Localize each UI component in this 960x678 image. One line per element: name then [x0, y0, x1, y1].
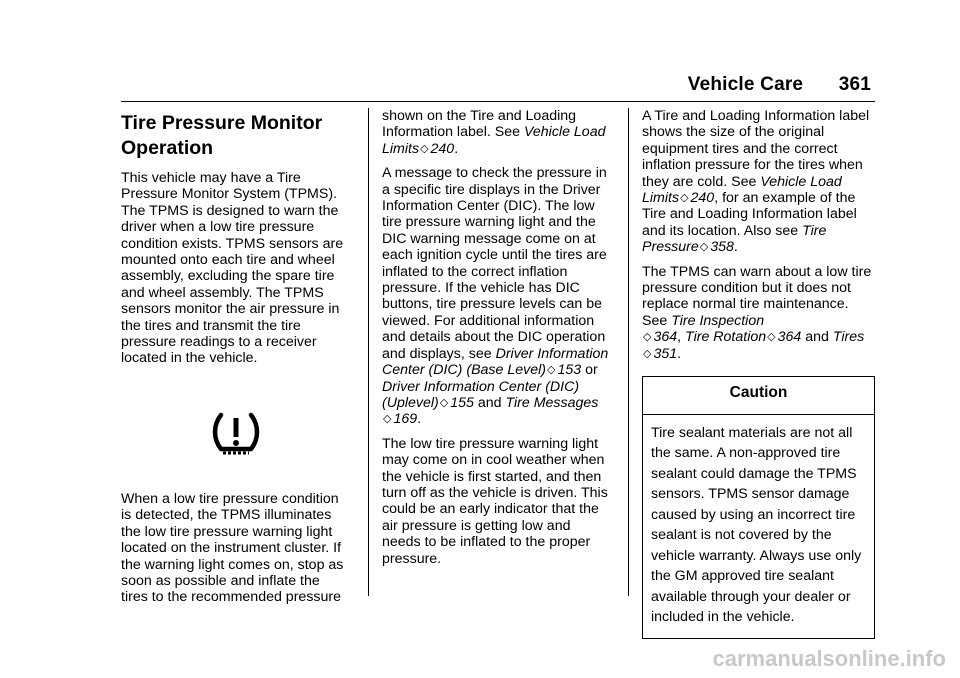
cross-ref-icon: ◇ — [420, 142, 429, 155]
cross-reference-link[interactable]: Vehicle Load Limits — [642, 173, 842, 207]
text-run: shown on the Tire and Loading Information label. See — [382, 108, 577, 141]
caution-title: Caution — [729, 384, 788, 402]
page-reference[interactable]: 351 — [653, 345, 678, 362]
paragraph: shown on the Tire and Loading Information label. See Vehicle Load Limits◇ 240. — [382, 108, 606, 157]
page-reference[interactable]: 240 — [690, 190, 715, 207]
text-run: and — [473, 394, 506, 411]
paragraph: The TPMS can warn about a low tire pressure condition but it does not replace normal tire maintenance. See Tire Inspection ◇ 364, Tire Rotation◇ 364 and Tires ◇ 351. — [642, 263, 872, 362]
cross-ref-icon: ◇ — [439, 396, 449, 409]
page-reference[interactable]: 240 — [430, 140, 455, 157]
paragraph: The low tire pressure warning light may come on in cool weather when the vehicle is first started, and then turn off as the vehicle is driven. This could be an early indicator that the air pressure is getting low and needs to be inflated to the proper pressure. — [382, 435, 608, 567]
caution-box — [642, 376, 875, 639]
paragraph: When a low tire pressure condition is detected, the TPMS illuminates the low tire pressure warning light located on the instrument cluster. If the warning light comes on, stop as soon as possible and inflate the tires to the recommended pressure — [121, 490, 344, 606]
text-run: or — [581, 362, 598, 379]
column-1 — [121, 108, 350, 614]
paragraph: A message to check the pressure in a specific tire displays in the Driver Information Center (DIC). The low tire pressure warning light and the DIC warning message come on at each ignition cycle until the tires are inflated to the correct inflation pressure. If the vehicle has DIC buttons, tire pressure levels can be viewed. For additional information and details about the DIC operation and displays, see Driver Information Center (DIC) (Base Level)◇ 153 or Driver Information Center (DIC) (Uplevel)◇ 155 and Tire Messages ◇ 169. — [382, 165, 609, 428]
cross-reference-link[interactable]: Tire Inspection — [671, 312, 765, 329]
cross-reference-link[interactable]: Driver Information Center (DIC) (Base Level) — [382, 345, 609, 379]
page-header — [688, 74, 871, 96]
text-run: , for an example of the Tire and Loading Information label and its location. Also see — [642, 190, 857, 239]
cross-ref-icon: ◇ — [680, 192, 689, 205]
cross-ref-icon: ◇ — [643, 331, 652, 344]
page-reference[interactable]: 155 — [450, 394, 474, 411]
cross-reference-link[interactable]: Tire Pressure — [642, 222, 827, 256]
watermark: carmanualsonline.info — [712, 646, 946, 671]
cross-ref-icon: ◇ — [383, 413, 392, 426]
text-run: A Tire and Loading Information label shows the size of the original equipment tires and the correct inflation pressure for the tires when they are cold. See — [642, 108, 870, 190]
cross-reference-link[interactable]: Tire Rotation — [685, 329, 767, 346]
paragraph: A Tire and Loading Information label shows the size of the original equipment tires and the correct inflation pressure for the tires when they are cold. See Vehicle Load Limits◇ 240, for an example of the Tire and Loading Information label and its location. Also see Tire Pressure◇ 358. — [642, 108, 870, 256]
cross-ref-icon: ◇ — [699, 241, 709, 254]
page-reference[interactable]: 169 — [393, 411, 418, 428]
cross-reference-link[interactable]: Tire Messages — [505, 394, 599, 411]
tire-pressure-warning-icon — [121, 409, 350, 461]
text-run: The TPMS can warn about a low tire pressure condition but it does not replace normal tire maintenance. See — [642, 263, 872, 329]
section-title: Vehicle Care — [687, 74, 804, 95]
cross-ref-icon: ◇ — [547, 364, 556, 377]
page-reference[interactable]: 153 — [557, 362, 582, 379]
cross-ref-icon: ◇ — [767, 331, 776, 344]
cross-reference-link[interactable]: Vehicle Load Limits — [382, 124, 606, 157]
header-rule — [121, 101, 875, 102]
cross-ref-icon: ◇ — [643, 347, 652, 360]
column-3 — [642, 108, 875, 639]
cross-reference-link[interactable]: Tires — [832, 329, 865, 346]
caution-body: Tire sealant materials are not all the same. A non-approved tire sealant could damage the TPMS sensors. TPMS sensor damage caused by using an incorrect tire sealant is not covered by the vehicle warranty. Always use only the GM approved tire sealant available through your dealer or included in the vehicle. — [651, 424, 862, 626]
cross-reference-link[interactable]: Driver Information Center (DIC) (Uplevel) — [382, 378, 580, 411]
page-number: 361 — [838, 74, 871, 95]
section-heading: Tire Pressure Monitor Operation — [121, 112, 323, 159]
paragraph: This vehicle may have a Tire Pressure Monitor System (TPMS). The TPMS is designed to warn the driver when a low tire pressure condition exists. TPMS sensors are mounted onto each tire and wheel assembly, excluding the spare tire and wheel assembly. The TPMS sensors monitor the air pressure in the tires and transmit the tire pressure readings to a receiver located in the vehicle. — [121, 170, 344, 367]
column-divider — [628, 108, 629, 596]
caution-rule — [643, 414, 874, 415]
column-divider — [368, 108, 369, 596]
page-reference[interactable]: 364 — [777, 329, 802, 346]
column-2 — [382, 108, 611, 575]
page-reference[interactable]: 358 — [710, 239, 734, 256]
page-reference[interactable]: 364 — [653, 329, 678, 346]
text-run: A message to check the pressure in a specific tire displays in the Driver Information Center (DIC). The low tire pressure warning light and the DIC warning message come on at each ignition cycle until the tires are inflated to the correct inflation pressure. If the vehicle has DIC buttons, tire pressure levels can be viewed. For additional information and details about the DIC operation and displays, see — [382, 165, 607, 362]
text-run: and — [801, 329, 833, 346]
